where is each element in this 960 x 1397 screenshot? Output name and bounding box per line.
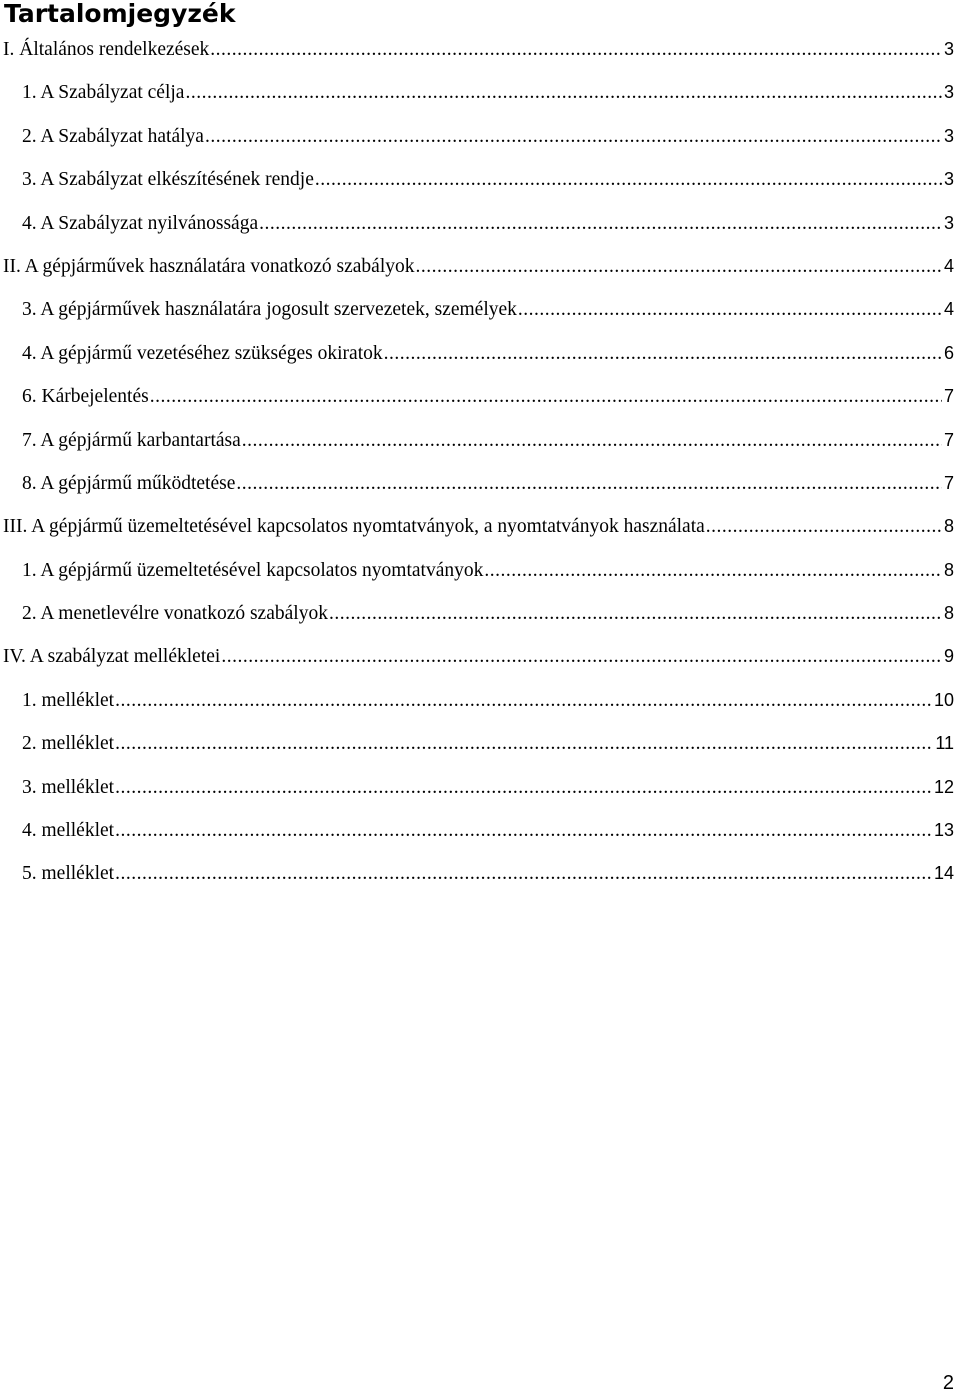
toc-entry[interactable] [0, 592, 954, 635]
toc-leader-dots [210, 28, 942, 71]
toc-leader-dots [150, 375, 942, 418]
toc-entry[interactable] [0, 722, 954, 765]
toc-entry-page: 6 [943, 342, 954, 363]
toc-entry-page: 8 [943, 516, 954, 537]
toc-entry[interactable] [0, 635, 954, 678]
toc-entry-page: 10 [933, 689, 954, 710]
toc-leader-dots [259, 202, 942, 245]
toc-leader-dots [205, 115, 942, 158]
toc-entry-page: 4 [943, 255, 954, 276]
toc-heading: Tartalomjegyzék [4, 0, 236, 28]
toc-leader-dots [518, 288, 942, 331]
toc-entry-page: 14 [933, 863, 954, 884]
toc-entry-page: 8 [943, 559, 954, 580]
toc-entry[interactable] [0, 288, 954, 331]
toc-entry-title: II. A gépjárművek használatára vonatkozó szabályok [3, 255, 415, 277]
toc-entry-title: 1. melléklet [22, 689, 115, 711]
toc-entry[interactable] [0, 679, 954, 722]
toc-entry-title: 4. A Szabályzat nyilvánossága [22, 212, 259, 234]
toc-entry[interactable] [0, 158, 954, 201]
toc-entry-page: 7 [943, 429, 954, 450]
toc-entry[interactable] [0, 245, 954, 288]
toc-entry-page: 3 [943, 169, 954, 190]
toc-entry[interactable] [0, 202, 954, 245]
toc-entry-title: 2. melléklet [22, 733, 115, 755]
toc-entry-title: I. Általános rendelkezések [3, 39, 210, 60]
toc-entry-title: 5. melléklet [22, 863, 115, 885]
toc-entry[interactable] [0, 115, 954, 158]
toc-leader-dots [242, 419, 942, 462]
table-of-contents [0, 28, 954, 896]
toc-entry-title: 2. A Szabályzat hatálya [22, 125, 204, 147]
toc-leader-dots [115, 852, 932, 895]
toc-entry[interactable] [0, 71, 954, 114]
toc-entry-title: IV. A szabályzat mellékletei [3, 646, 221, 668]
page-number: 2 [942, 1372, 954, 1394]
toc-entry-title: 1. A gépjármű üzemeltetésével kapcsolatos nyomtatványok [22, 559, 484, 581]
toc-entry-title: 8. A gépjármű működtetése [22, 472, 236, 494]
toc-entry-title: 4. A gépjármű vezetéséhez szükséges okiratok [22, 342, 383, 364]
toc-entry[interactable] [0, 766, 954, 809]
toc-entry-title: 3. A gépjárművek használatára jogosult szervezetek, személyek [22, 299, 517, 321]
toc-entry-title: 2. A menetlevélre vonatkozó szabályok [22, 603, 328, 625]
toc-leader-dots [315, 158, 942, 201]
toc-entry-title: 3. melléklet [22, 776, 115, 798]
toc-leader-dots [384, 332, 942, 375]
toc-entry[interactable] [0, 28, 954, 71]
toc-entry-page: 3 [943, 212, 954, 233]
toc-entry-page: 3 [943, 82, 954, 103]
toc-leader-dots [115, 679, 932, 722]
toc-entry-page: 3 [943, 125, 954, 146]
toc-entry-page: 12 [933, 776, 954, 797]
toc-entry-title: 4. melléklet [22, 820, 115, 842]
toc-leader-dots [236, 462, 942, 505]
toc-entry[interactable] [0, 332, 954, 375]
toc-entry-page: 8 [943, 603, 954, 624]
toc-entry-title: III. A gépjármű üzemeltetésével kapcsolatos nyomtatványok, a nyomtatványok használata [3, 516, 705, 538]
toc-entry[interactable] [0, 852, 954, 895]
toc-leader-dots [115, 809, 932, 852]
toc-entry[interactable] [0, 549, 954, 592]
toc-entry-title: 7. A gépjármű karbantartása [22, 429, 241, 451]
toc-entry-title: 1. A Szabályzat célja [22, 82, 185, 104]
toc-leader-dots [484, 549, 942, 592]
toc-entry-page: 4 [943, 299, 954, 320]
toc-leader-dots [115, 766, 932, 809]
toc-entry-page: 13 [933, 820, 954, 841]
toc-leader-dots [221, 635, 942, 678]
toc-entry[interactable] [0, 419, 954, 462]
toc-leader-dots [115, 722, 933, 765]
toc-leader-dots [706, 505, 942, 548]
toc-entry[interactable] [0, 505, 954, 548]
toc-leader-dots [416, 245, 942, 288]
toc-entry-page: 7 [943, 386, 954, 407]
toc-entry[interactable] [0, 462, 954, 505]
toc-leader-dots [329, 592, 942, 635]
toc-entry[interactable] [0, 809, 954, 852]
toc-leader-dots [185, 71, 942, 114]
toc-entry-page: 3 [943, 39, 954, 59]
toc-entry-title: 6. Kárbejelentés [22, 386, 149, 408]
toc-entry[interactable] [0, 375, 954, 418]
toc-entry-page: 11 [935, 733, 954, 754]
toc-entry-page: 9 [943, 646, 954, 667]
toc-entry-page: 7 [943, 472, 954, 493]
toc-entry-title: 3. A Szabályzat elkészítésének rendje [22, 169, 314, 191]
